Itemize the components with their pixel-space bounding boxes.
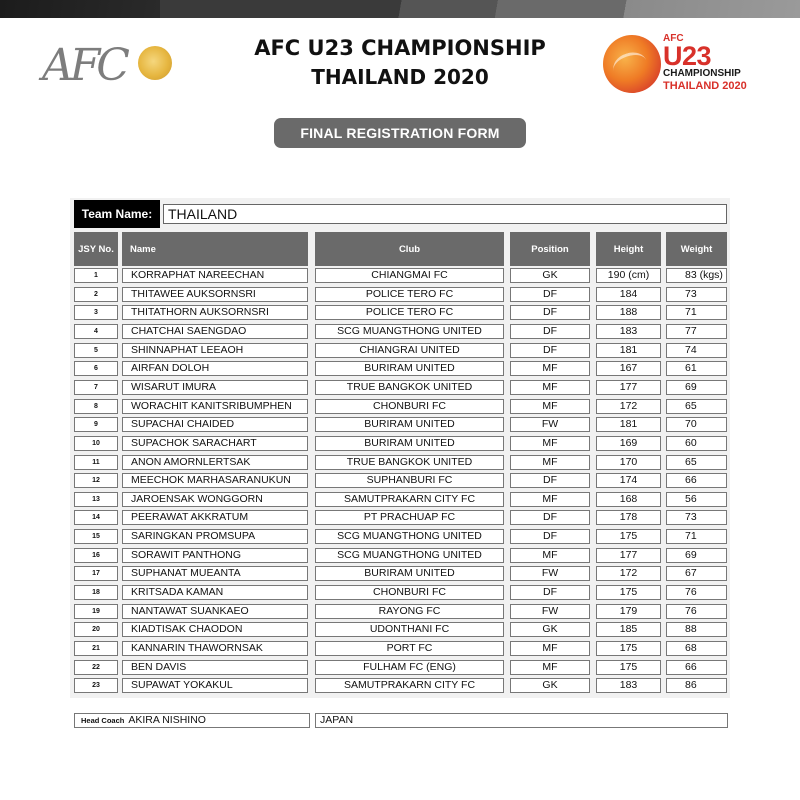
weight-cell[interactable]: 56 — [666, 492, 727, 507]
player-name-cell[interactable]: JAROENSAK WONGGORN — [122, 492, 308, 507]
club-cell[interactable]: SCG MUANGTHONG UNITED — [315, 324, 504, 339]
team-name-label: Team Name: — [74, 200, 160, 228]
weight-cell[interactable]: 76 — [666, 604, 727, 619]
weight-cell[interactable]: 66 — [666, 660, 727, 675]
player-name-cell[interactable]: SUPACHOK SARACHART — [122, 436, 308, 451]
club-cell[interactable]: BURIRAM UNITED — [315, 361, 504, 376]
head-coach-field[interactable] — [74, 713, 310, 728]
height-cell[interactable]: 175 — [596, 660, 661, 675]
jsy-cell[interactable]: 6 — [74, 361, 118, 376]
u23-logo-text — [663, 33, 747, 93]
page-title — [200, 34, 600, 92]
jsy-cell[interactable]: 5 — [74, 343, 118, 358]
column-header-jsy: JSY No. — [74, 232, 118, 266]
afc-logo — [42, 38, 172, 93]
weight-cell[interactable]: 83 (kgs) — [666, 268, 727, 283]
position-cell[interactable]: GK — [510, 622, 590, 637]
position-cell[interactable]: GK — [510, 678, 590, 693]
height-cell[interactable]: 170 — [596, 455, 661, 470]
weight-cell[interactable]: 69 — [666, 548, 727, 563]
position-cell[interactable]: DF — [510, 529, 590, 544]
position-cell[interactable]: MF — [510, 361, 590, 376]
player-name-cell[interactable]: SUPHANAT MUEANTA — [122, 566, 308, 581]
position-cell[interactable]: FW — [510, 604, 590, 619]
weight-cell[interactable]: 65 — [666, 455, 727, 470]
jsy-cell[interactable]: 22 — [74, 660, 118, 675]
column-header-name: Name — [122, 232, 308, 266]
weight-cell[interactable]: 60 — [666, 436, 727, 451]
title-line-2: THAILAND 2020 — [311, 65, 489, 89]
position-cell[interactable]: DF — [510, 510, 590, 525]
column-header-position: Position — [510, 232, 590, 266]
jsy-cell[interactable]: 12 — [74, 473, 118, 488]
jsy-cell[interactable]: 15 — [74, 529, 118, 544]
jsy-cell[interactable]: 14 — [74, 510, 118, 525]
height-cell[interactable]: 168 — [596, 492, 661, 507]
height-cell[interactable]: 169 — [596, 436, 661, 451]
club-cell[interactable]: SAMUTPRAKARN CITY FC — [315, 492, 504, 507]
position-cell[interactable]: DF — [510, 305, 590, 320]
u23-logo-host: THAILAND 2020 — [663, 80, 747, 92]
jsy-cell[interactable]: 18 — [74, 585, 118, 600]
player-name-cell[interactable]: SUPACHAI CHAIDED — [122, 417, 308, 432]
jsy-cell[interactable]: 4 — [74, 324, 118, 339]
jsy-cell[interactable]: 13 — [74, 492, 118, 507]
column-header-club: Club — [315, 232, 504, 266]
club-cell[interactable]: SUPHANBURI FC — [315, 473, 504, 488]
player-name-cell[interactable]: MEECHOK MARHASARANUKUN — [122, 473, 308, 488]
column-header-weight: Weight — [666, 232, 727, 266]
player-name-cell[interactable]: AIRFAN DOLOH — [122, 361, 308, 376]
club-cell[interactable]: CHONBURI FC — [315, 399, 504, 414]
height-cell[interactable]: 172 — [596, 566, 661, 581]
weight-cell[interactable]: 71 — [666, 305, 727, 320]
player-name-cell[interactable]: KRITSADA KAMAN — [122, 585, 308, 600]
jsy-cell[interactable]: 8 — [74, 399, 118, 414]
position-cell[interactable]: MF — [510, 399, 590, 414]
football-icon — [603, 35, 661, 93]
height-cell[interactable]: 177 — [596, 548, 661, 563]
club-cell[interactable]: CHIANGMAI FC — [315, 268, 504, 283]
u23-logo-championship: CHAMPIONSHIP — [663, 68, 741, 79]
player-name-cell[interactable]: CHATCHAI SAENGDAO — [122, 324, 308, 339]
jsy-cell[interactable]: 3 — [74, 305, 118, 320]
head-coach-name: AKIRA NISHINO — [128, 714, 206, 726]
club-cell[interactable]: BURIRAM UNITED — [315, 436, 504, 451]
position-cell[interactable]: MF — [510, 660, 590, 675]
title-line-1: AFC U23 CHAMPIONSHIP — [254, 36, 546, 60]
position-cell[interactable]: MF — [510, 455, 590, 470]
weight-cell[interactable]: 76 — [666, 585, 727, 600]
position-cell[interactable]: FW — [510, 566, 590, 581]
weight-cell[interactable]: 71 — [666, 529, 727, 544]
club-cell[interactable]: PT PRACHUAP FC — [315, 510, 504, 525]
club-cell[interactable]: RAYONG FC — [315, 604, 504, 619]
club-cell[interactable]: SCG MUANGTHONG UNITED — [315, 529, 504, 544]
head-coach-nationality-field[interactable]: JAPAN — [315, 713, 728, 728]
position-cell[interactable]: MF — [510, 548, 590, 563]
club-cell[interactable]: TRUE BANGKOK UNITED — [315, 455, 504, 470]
jsy-cell[interactable]: 10 — [74, 436, 118, 451]
player-name-cell[interactable]: KIADTISAK CHAODON — [122, 622, 308, 637]
afc-sun-icon — [138, 46, 172, 80]
weight-cell[interactable]: 70 — [666, 417, 727, 432]
club-cell[interactable]: CHONBURI FC — [315, 585, 504, 600]
player-name-cell[interactable]: NANTAWAT SUANKAEO — [122, 604, 308, 619]
weight-cell[interactable]: 73 — [666, 510, 727, 525]
position-cell[interactable]: MF — [510, 380, 590, 395]
afc-logo-letters: AFC — [42, 40, 126, 91]
position-cell[interactable]: GK — [510, 268, 590, 283]
weight-cell[interactable]: 88 — [666, 622, 727, 637]
weight-cell[interactable]: 77 — [666, 324, 727, 339]
height-cell[interactable]: 183 — [596, 678, 661, 693]
player-name-cell[interactable]: WORACHIT KANITSRIBUMPHEN — [122, 399, 308, 414]
position-cell[interactable]: MF — [510, 436, 590, 451]
player-name-cell[interactable]: PEERAWAT AKKRATUM — [122, 510, 308, 525]
u23-logo-afc: AFC — [663, 33, 684, 44]
weight-cell[interactable]: 66 — [666, 473, 727, 488]
height-cell[interactable]: 174 — [596, 473, 661, 488]
weight-cell[interactable]: 74 — [666, 343, 727, 358]
height-cell[interactable]: 175 — [596, 641, 661, 656]
position-cell[interactable]: DF — [510, 324, 590, 339]
height-cell[interactable]: 167 — [596, 361, 661, 376]
player-name-cell[interactable]: BEN DAVIS — [122, 660, 308, 675]
height-cell[interactable]: 181 — [596, 343, 661, 358]
player-name-cell[interactable]: KORRAPHAT NAREECHAN — [122, 268, 308, 283]
jsy-cell[interactable]: 20 — [74, 622, 118, 637]
height-cell[interactable]: 178 — [596, 510, 661, 525]
player-name-cell[interactable]: SORAWIT PANTHONG — [122, 548, 308, 563]
height-cell[interactable]: 172 — [596, 399, 661, 414]
position-cell[interactable]: DF — [510, 287, 590, 302]
position-cell[interactable]: DF — [510, 473, 590, 488]
height-cell[interactable]: 190 (cm) — [596, 268, 661, 283]
u23-championship-logo — [603, 33, 763, 97]
club-cell[interactable]: POLICE TERO FC — [315, 305, 504, 320]
weight-cell[interactable]: 86 — [666, 678, 727, 693]
height-cell[interactable]: 188 — [596, 305, 661, 320]
jsy-cell[interactable]: 1 — [74, 268, 118, 283]
club-cell[interactable]: SAMUTPRAKARN CITY FC — [315, 678, 504, 693]
jsy-cell[interactable]: 21 — [74, 641, 118, 656]
jsy-cell[interactable]: 19 — [74, 604, 118, 619]
position-cell[interactable]: DF — [510, 343, 590, 358]
jsy-cell[interactable]: 11 — [74, 455, 118, 470]
jsy-cell[interactable]: 7 — [74, 380, 118, 395]
position-cell[interactable]: FW — [510, 417, 590, 432]
weight-cell[interactable]: 73 — [666, 287, 727, 302]
player-name-cell[interactable]: SHINNAPHAT LEEAOH — [122, 343, 308, 358]
height-cell[interactable]: 184 — [596, 287, 661, 302]
player-name-cell[interactable]: KANNARIN THAWORNSAK — [122, 641, 308, 656]
team-name-field[interactable]: THAILAND — [163, 204, 727, 224]
jsy-cell[interactable]: 16 — [74, 548, 118, 563]
club-cell[interactable]: UDONTHANI FC — [315, 622, 504, 637]
jsy-cell[interactable]: 17 — [74, 566, 118, 581]
club-cell[interactable]: SCG MUANGTHONG UNITED — [315, 548, 504, 563]
club-cell[interactable]: CHIANGRAI UNITED — [315, 343, 504, 358]
player-name-cell[interactable]: WISARUT IMURA — [122, 380, 308, 395]
weight-cell[interactable]: 61 — [666, 361, 727, 376]
jsy-cell[interactable]: 2 — [74, 287, 118, 302]
club-cell[interactable]: TRUE BANGKOK UNITED — [315, 380, 504, 395]
player-name-cell[interactable]: ANON AMORNLERTSAK — [122, 455, 308, 470]
column-header-height: Height — [596, 232, 661, 266]
height-cell[interactable]: 177 — [596, 380, 661, 395]
jsy-cell[interactable]: 9 — [74, 417, 118, 432]
height-cell[interactable]: 181 — [596, 417, 661, 432]
weight-cell[interactable]: 65 — [666, 399, 727, 414]
height-cell[interactable]: 179 — [596, 604, 661, 619]
weight-cell[interactable]: 67 — [666, 566, 727, 581]
jsy-cell[interactable]: 23 — [74, 678, 118, 693]
top-decorative-band — [0, 0, 800, 18]
position-cell[interactable]: MF — [510, 492, 590, 507]
position-cell[interactable]: DF — [510, 585, 590, 600]
height-cell[interactable]: 183 — [596, 324, 661, 339]
club-cell[interactable]: BURIRAM UNITED — [315, 566, 504, 581]
player-name-cell[interactable]: THITAWEE AUKSORNSRI — [122, 287, 308, 302]
weight-cell[interactable]: 68 — [666, 641, 727, 656]
height-cell[interactable]: 175 — [596, 585, 661, 600]
head-coach-label: Head Coach — [81, 716, 125, 725]
player-name-cell[interactable]: THITATHORN AUKSORNSRI — [122, 305, 308, 320]
club-cell[interactable]: POLICE TERO FC — [315, 287, 504, 302]
weight-cell[interactable]: 69 — [666, 380, 727, 395]
player-name-cell[interactable]: SARINGKAN PROMSUPA — [122, 529, 308, 544]
position-cell[interactable]: MF — [510, 641, 590, 656]
form-title-banner: FINAL REGISTRATION FORM — [274, 118, 526, 148]
club-cell[interactable]: BURIRAM UNITED — [315, 417, 504, 432]
club-cell[interactable]: FULHAM FC (ENG) — [315, 660, 504, 675]
club-cell[interactable]: PORT FC — [315, 641, 504, 656]
player-name-cell[interactable]: SUPAWAT YOKAKUL — [122, 678, 308, 693]
u23-logo-u23: U23 — [663, 41, 712, 71]
height-cell[interactable]: 185 — [596, 622, 661, 637]
height-cell[interactable]: 175 — [596, 529, 661, 544]
